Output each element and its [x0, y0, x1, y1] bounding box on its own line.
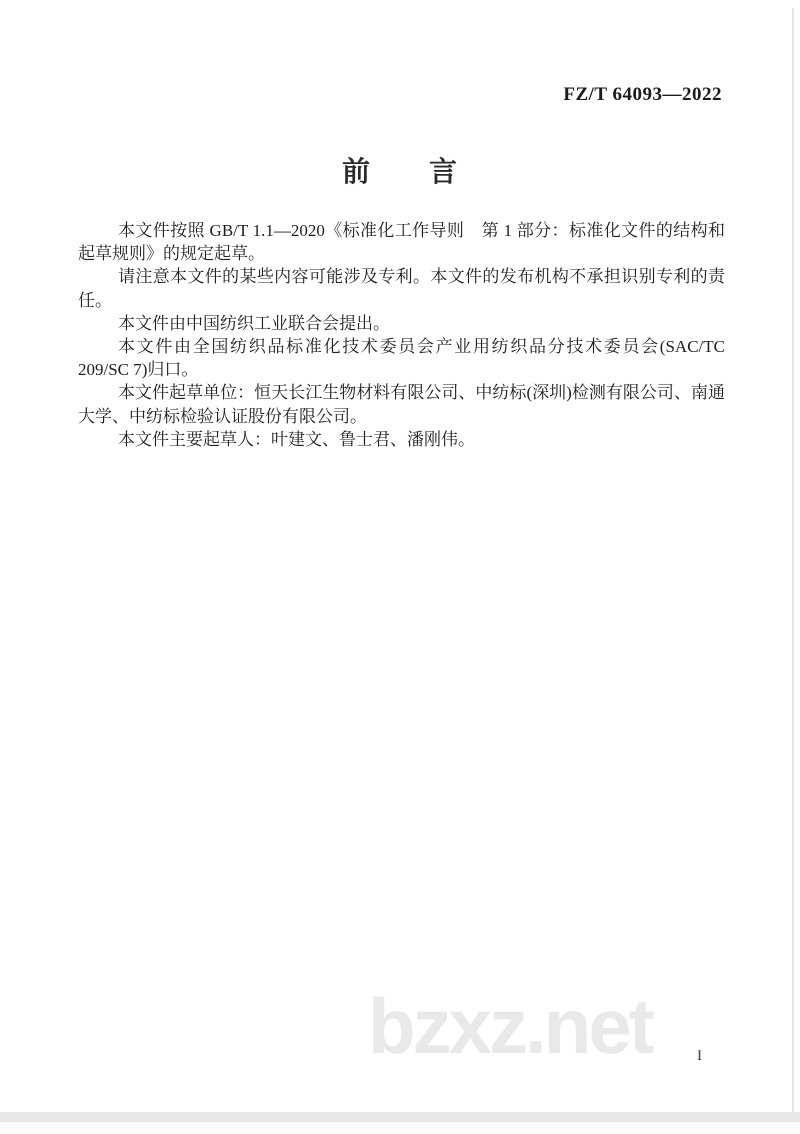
scan-right-edge: [792, 8, 794, 1112]
paragraph-proposed-by: 本文件由中国纺织工业联合会提出。: [118, 313, 390, 333]
page-number: I: [697, 1048, 702, 1064]
foreword-body: [78, 219, 725, 451]
paragraph-patent-notice: 请注意本文件的某些内容可能涉及专利。本文件的发布机构不承担识别专利的责任。: [78, 267, 725, 310]
watermark-text: bzxz.net: [368, 982, 652, 1070]
standard-code: FZ/T 64093—2022: [563, 84, 722, 105]
paragraph-main-drafters: 本文件主要起草人：叶建文、鲁士君、潘刚伟。: [118, 429, 475, 449]
scan-bottom-edge: [0, 1112, 800, 1122]
foreword-title: 前 言: [341, 156, 458, 187]
scan-background-strip: [0, 1122, 800, 1134]
paragraph-drafting-rules: 本文件按照 GB/T 1.1—2020《标准化工作导则 第 1 部分：标准化文件的结构和起草规则》的规定起草。: [78, 221, 725, 264]
paragraph-drafting-organizations: 本文件起草单位：恒天长江生物材料有限公司、中纺标(深圳)检测有限公司、南通大学、中纺标检验认证股份有限公司。: [78, 383, 725, 426]
paragraph-committee: 本文件由全国纺织品标准化技术委员会产业用纺织品分技术委员会(SAC/TC 209/SC 7)归口。: [78, 337, 725, 380]
